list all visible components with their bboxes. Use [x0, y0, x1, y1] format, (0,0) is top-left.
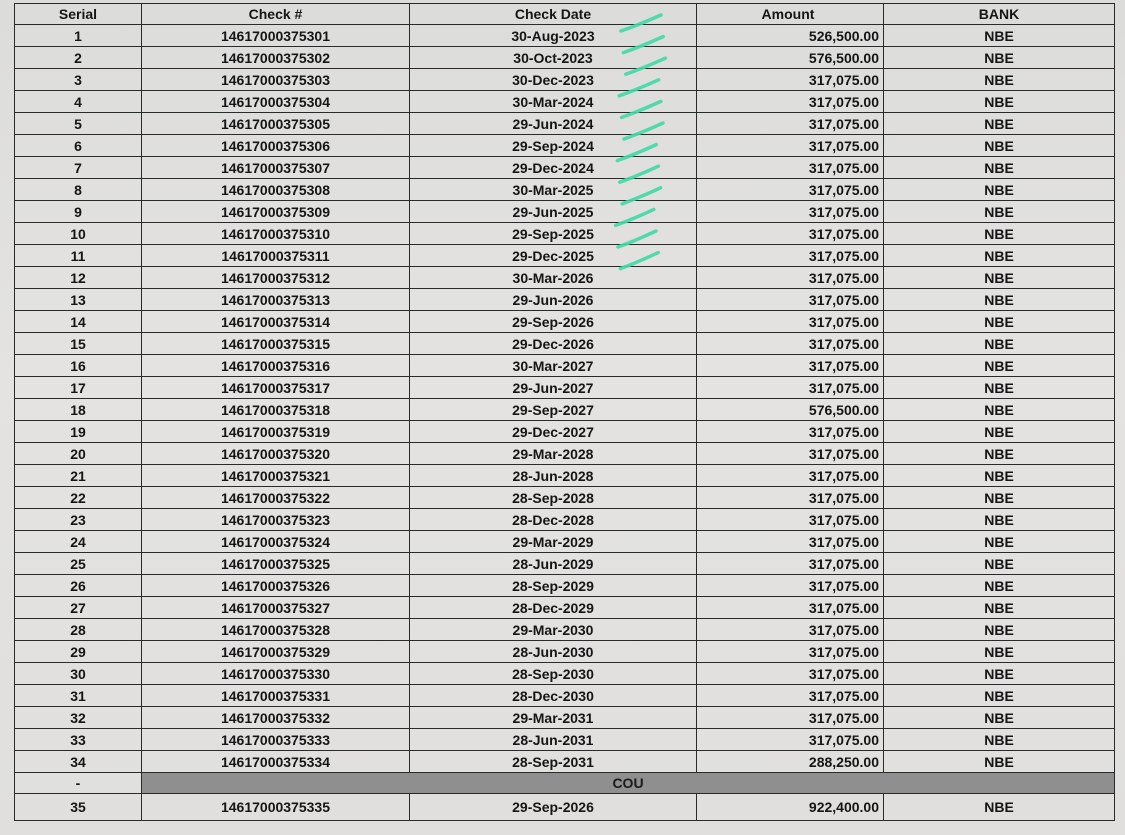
table-row [15, 751, 1115, 773]
cell-check-date: 28-Sep-2029 [410, 575, 697, 597]
cell-bank: NBE [884, 729, 1115, 751]
cell-check-number: 14617000375322 [142, 487, 410, 509]
table-row [15, 663, 1115, 685]
cell-check-date: 28-Dec-2029 [410, 597, 697, 619]
cell-amount: 317,075.00 [697, 245, 884, 267]
cell-serial: 26 [15, 575, 142, 597]
cell-serial: 27 [15, 597, 142, 619]
cell-check-date: 28-Jun-2029 [410, 553, 697, 575]
cell-bank: NBE [884, 399, 1115, 421]
table-row [15, 531, 1115, 553]
cell-check-number: 14617000375331 [142, 685, 410, 707]
cell-check-number: 14617000375333 [142, 729, 410, 751]
table-row [15, 267, 1115, 289]
cell-serial: 18 [15, 399, 142, 421]
cell-serial: 7 [15, 157, 142, 179]
cell-serial: 28 [15, 619, 142, 641]
cell-check-number: 14617000375329 [142, 641, 410, 663]
cell-amount: 317,075.00 [697, 531, 884, 553]
table-row [15, 25, 1115, 47]
cell-check-number: 14617000375325 [142, 553, 410, 575]
table-row [15, 641, 1115, 663]
table-row [15, 91, 1115, 113]
cell-bank: NBE [884, 377, 1115, 399]
cell-bank: NBE [884, 597, 1115, 619]
cell-bank: NBE [884, 113, 1115, 135]
cell-amount: 576,500.00 [697, 399, 884, 421]
cell-serial: 8 [15, 179, 142, 201]
cell-bank: NBE [884, 641, 1115, 663]
cell-check-number: 14617000375319 [142, 421, 410, 443]
cell-bank: NBE [884, 531, 1115, 553]
cell-check-number: 14617000375309 [142, 201, 410, 223]
cell-serial: 20 [15, 443, 142, 465]
table-row [15, 465, 1115, 487]
table-row [15, 553, 1115, 575]
cell-amount: 317,075.00 [697, 91, 884, 113]
cell-check-date: 30-Dec-2023 [410, 69, 697, 91]
cell-amount: 576,500.00 [697, 47, 884, 69]
cell-serial: 14 [15, 311, 142, 333]
cell-check-number: 14617000375317 [142, 377, 410, 399]
table-row [15, 707, 1115, 729]
cell-check-date: 29-Jun-2026 [410, 289, 697, 311]
cell-amount: 317,075.00 [697, 553, 884, 575]
cell-amount: 317,075.00 [697, 201, 884, 223]
table-body [15, 25, 1115, 773]
cell-check-number: 14617000375311 [142, 245, 410, 267]
table-row [15, 443, 1115, 465]
cell-serial: 29 [15, 641, 142, 663]
cell-bank: NBE [884, 267, 1115, 289]
cell-amount: 317,075.00 [697, 487, 884, 509]
cell-check-date: 29-Jun-2027 [410, 377, 697, 399]
cell-bank: NBE [884, 289, 1115, 311]
cell-check-number: 14617000375330 [142, 663, 410, 685]
cell-check-number: 14617000375324 [142, 531, 410, 553]
cell-check-date: 30-Mar-2027 [410, 355, 697, 377]
header-bank: BANK [884, 4, 1115, 25]
table-row [15, 685, 1115, 707]
table-row [15, 575, 1115, 597]
cell-check-number: 14617000375305 [142, 113, 410, 135]
cell-check-number: 14617000375312 [142, 267, 410, 289]
cell-check-date: 29-Sep-2024 [410, 135, 697, 157]
cell-bank: NBE [884, 91, 1115, 113]
cell-check-number: 14617000375302 [142, 47, 410, 69]
cell-bank: NBE [884, 179, 1115, 201]
cell-check-date: 29-Dec-2024 [410, 157, 697, 179]
table-row [15, 47, 1115, 69]
table-row [15, 245, 1115, 267]
cell-serial: 30 [15, 663, 142, 685]
cell-serial: 6 [15, 135, 142, 157]
cell-check-date: 29-Jun-2024 [410, 113, 697, 135]
cell-check-number: 14617000375334 [142, 751, 410, 773]
final-check-number: 14617000375335 [142, 794, 410, 821]
cell-amount: 317,075.00 [697, 355, 884, 377]
table-row [15, 399, 1115, 421]
table-row [15, 421, 1115, 443]
cell-bank: NBE [884, 707, 1115, 729]
cell-bank: NBE [884, 509, 1115, 531]
separator-row [15, 773, 1115, 794]
table-footer [15, 773, 1115, 821]
cell-serial: 1 [15, 25, 142, 47]
cell-amount: 288,250.00 [697, 751, 884, 773]
cell-amount: 317,075.00 [697, 69, 884, 91]
cell-check-number: 14617000375332 [142, 707, 410, 729]
cell-amount: 317,075.00 [697, 223, 884, 245]
cell-amount: 317,075.00 [697, 729, 884, 751]
cell-bank: NBE [884, 333, 1115, 355]
cell-amount: 317,075.00 [697, 333, 884, 355]
table-row [15, 729, 1115, 751]
table-row [15, 509, 1115, 531]
table-row [15, 179, 1115, 201]
cell-check-date: 29-Sep-2025 [410, 223, 697, 245]
cell-serial: 33 [15, 729, 142, 751]
cell-bank: NBE [884, 25, 1115, 47]
cell-serial: 22 [15, 487, 142, 509]
cell-check-number: 14617000375306 [142, 135, 410, 157]
table-row [15, 311, 1115, 333]
cell-amount: 317,075.00 [697, 179, 884, 201]
table-row [15, 223, 1115, 245]
final-amount: 922,400.00 [697, 794, 884, 821]
cell-serial: 19 [15, 421, 142, 443]
table-row [15, 289, 1115, 311]
cell-bank: NBE [884, 751, 1115, 773]
cell-bank: NBE [884, 69, 1115, 91]
cell-check-number: 14617000375323 [142, 509, 410, 531]
table-row [15, 113, 1115, 135]
cell-serial: 31 [15, 685, 142, 707]
cell-check-date: 29-Dec-2027 [410, 421, 697, 443]
cell-bank: NBE [884, 201, 1115, 223]
cell-serial: 10 [15, 223, 142, 245]
cell-check-number: 14617000375307 [142, 157, 410, 179]
cell-bank: NBE [884, 443, 1115, 465]
cell-check-date: 29-Dec-2025 [410, 245, 697, 267]
cell-check-date: 28-Sep-2028 [410, 487, 697, 509]
table-row [15, 355, 1115, 377]
cell-amount: 317,075.00 [697, 113, 884, 135]
cell-check-date: 30-Mar-2024 [410, 91, 697, 113]
cell-check-date: 28-Jun-2028 [410, 465, 697, 487]
table-row [15, 201, 1115, 223]
cell-check-date: 29-Mar-2029 [410, 531, 697, 553]
cou-label: COU [142, 773, 1115, 794]
table-row [15, 377, 1115, 399]
final-bank: NBE [884, 794, 1115, 821]
cell-bank: NBE [884, 355, 1115, 377]
cell-check-date: 29-Sep-2026 [410, 311, 697, 333]
cell-check-number: 14617000375328 [142, 619, 410, 641]
cell-check-date: 28-Dec-2028 [410, 509, 697, 531]
cell-check-number: 14617000375308 [142, 179, 410, 201]
cell-check-date: 29-Mar-2031 [410, 707, 697, 729]
cell-amount: 317,075.00 [697, 377, 884, 399]
cell-check-date: 30-Aug-2023 [410, 25, 697, 47]
cell-serial: 2 [15, 47, 142, 69]
cell-check-date: 29-Sep-2027 [410, 399, 697, 421]
final-row [15, 794, 1115, 821]
cell-bank: NBE [884, 465, 1115, 487]
table-row [15, 135, 1115, 157]
cell-serial: 15 [15, 333, 142, 355]
final-serial: 35 [15, 794, 142, 821]
cell-serial: 25 [15, 553, 142, 575]
cell-amount: 317,075.00 [697, 267, 884, 289]
cell-serial: 12 [15, 267, 142, 289]
cell-check-date: 29-Mar-2030 [410, 619, 697, 641]
cell-serial: 9 [15, 201, 142, 223]
cell-check-number: 14617000375310 [142, 223, 410, 245]
cell-check-date: 28-Dec-2030 [410, 685, 697, 707]
cell-check-number: 14617000375321 [142, 465, 410, 487]
cell-amount: 317,075.00 [697, 135, 884, 157]
cell-bank: NBE [884, 421, 1115, 443]
cell-serial: 11 [15, 245, 142, 267]
cell-amount: 526,500.00 [697, 25, 884, 47]
cell-bank: NBE [884, 619, 1115, 641]
cell-bank: NBE [884, 135, 1115, 157]
cell-amount: 317,075.00 [697, 597, 884, 619]
cell-serial: 3 [15, 69, 142, 91]
cell-bank: NBE [884, 47, 1115, 69]
table-header [15, 4, 1115, 25]
cell-bank: NBE [884, 575, 1115, 597]
cell-bank: NBE [884, 553, 1115, 575]
cell-check-number: 14617000375327 [142, 597, 410, 619]
cell-bank: NBE [884, 663, 1115, 685]
cell-serial: 16 [15, 355, 142, 377]
header-check-date: Check Date [410, 4, 697, 25]
header-row [15, 4, 1115, 25]
table-row [15, 619, 1115, 641]
table-row [15, 597, 1115, 619]
cell-amount: 317,075.00 [697, 663, 884, 685]
cell-amount: 317,075.00 [697, 641, 884, 663]
cell-bank: NBE [884, 685, 1115, 707]
cell-check-number: 14617000375314 [142, 311, 410, 333]
header-check-number: Check # [142, 4, 410, 25]
cell-serial: 4 [15, 91, 142, 113]
cell-check-date: 30-Mar-2026 [410, 267, 697, 289]
table-row [15, 69, 1115, 91]
cell-amount: 317,075.00 [697, 509, 884, 531]
cell-check-date: 28-Jun-2031 [410, 729, 697, 751]
cell-check-date: 29-Mar-2028 [410, 443, 697, 465]
cell-bank: NBE [884, 311, 1115, 333]
cell-amount: 317,075.00 [697, 443, 884, 465]
cell-check-number: 14617000375326 [142, 575, 410, 597]
cell-serial: 5 [15, 113, 142, 135]
cell-amount: 317,075.00 [697, 707, 884, 729]
cell-amount: 317,075.00 [697, 311, 884, 333]
cell-bank: NBE [884, 223, 1115, 245]
cell-bank: NBE [884, 157, 1115, 179]
cell-serial: 17 [15, 377, 142, 399]
cell-amount: 317,075.00 [697, 619, 884, 641]
cell-check-date: 29-Dec-2026 [410, 333, 697, 355]
cell-serial: 32 [15, 707, 142, 729]
cell-serial: 21 [15, 465, 142, 487]
cell-check-number: 14617000375301 [142, 25, 410, 47]
cell-check-number: 14617000375315 [142, 333, 410, 355]
final-check-date: 29-Sep-2026 [410, 794, 697, 821]
cell-bank: NBE [884, 487, 1115, 509]
cell-amount: 317,075.00 [697, 465, 884, 487]
cell-check-number: 14617000375316 [142, 355, 410, 377]
table-row [15, 333, 1115, 355]
cell-check-number: 14617000375320 [142, 443, 410, 465]
cell-amount: 317,075.00 [697, 289, 884, 311]
cell-serial: 24 [15, 531, 142, 553]
separator-serial: - [15, 773, 142, 794]
cell-check-date: 30-Oct-2023 [410, 47, 697, 69]
cell-serial: 23 [15, 509, 142, 531]
cell-check-date: 30-Mar-2025 [410, 179, 697, 201]
cell-amount: 317,075.00 [697, 421, 884, 443]
header-serial: Serial [15, 4, 142, 25]
cell-amount: 317,075.00 [697, 685, 884, 707]
cell-check-number: 14617000375313 [142, 289, 410, 311]
cell-serial: 13 [15, 289, 142, 311]
table-row [15, 157, 1115, 179]
table-row [15, 487, 1115, 509]
cell-check-number: 14617000375318 [142, 399, 410, 421]
checks-table [14, 3, 1115, 821]
cell-amount: 317,075.00 [697, 157, 884, 179]
cell-amount: 317,075.00 [697, 575, 884, 597]
cell-check-date: 28-Sep-2031 [410, 751, 697, 773]
cell-check-date: 28-Jun-2030 [410, 641, 697, 663]
cell-check-date: 29-Jun-2025 [410, 201, 697, 223]
cell-check-number: 14617000375303 [142, 69, 410, 91]
cell-check-date: 28-Sep-2030 [410, 663, 697, 685]
header-amount: Amount [697, 4, 884, 25]
cell-serial: 34 [15, 751, 142, 773]
cell-bank: NBE [884, 245, 1115, 267]
cell-check-number: 14617000375304 [142, 91, 410, 113]
